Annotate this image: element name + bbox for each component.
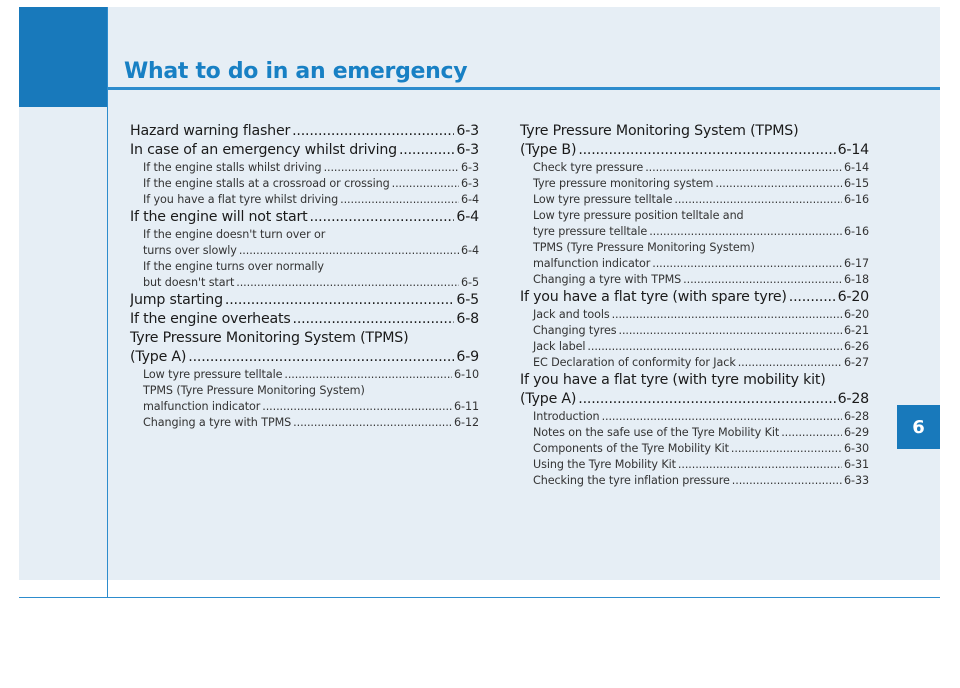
toc-subentry-checking-pressure[interactable]: Checking the tyre inflation pressure ..... 6-33 <box>520 473 869 489</box>
toc-subentry-stalls-driving[interactable]: If the engine stalls whilst driving ..... 6-3 <box>130 160 479 176</box>
toc-entry-jump-starting[interactable]: Jump starting ..... 6-5 <box>130 291 479 310</box>
toc-subentry-turns-normal-line2[interactable]: but doesn't start ..... 6-5 <box>130 275 479 291</box>
toc-subentry-safe-use-notes[interactable]: Notes on the safe use of the Tyre Mobility Kit ..... 6-29 <box>520 425 869 441</box>
toc-subentry-stalls-crossroad[interactable]: If the engine stalls at a crossroad or crossing ..... 6-3 <box>130 176 479 192</box>
toc-entry-hazard[interactable]: Hazard warning flasher ..... 6-3 <box>130 122 479 141</box>
toc-entry-mobility-kit-line1[interactable]: If you have a flat tyre (with tyre mobility kit) <box>520 372 826 388</box>
toc-subentry-malfunction-b-line2[interactable]: malfunction indicator ..... 6-17 <box>520 256 869 272</box>
toc-entry-spare-tyre[interactable]: If you have a flat tyre (with spare tyre) ..... 6-20 <box>520 288 869 307</box>
toc-subentry-malfunction-b-line1[interactable]: TPMS (Tyre Pressure Monitoring System) <box>533 241 755 254</box>
toc-subentry-kit-components[interactable]: Components of the Tyre Mobility Kit ..... 6-30 <box>520 441 869 457</box>
toc-entry-overheats[interactable]: If the engine overheats ..... 6-8 <box>130 310 479 329</box>
toc-subentry-no-turn-line2[interactable]: turns over slowly ..... 6-4 <box>130 243 479 259</box>
chapter-tab[interactable] <box>897 405 940 449</box>
toc-subentry-position-line1[interactable]: Low tyre pressure position telltale and <box>533 209 744 222</box>
toc-subentry-ec-declaration[interactable]: EC Declaration of conformity for Jack ..... 6-27 <box>520 355 869 371</box>
page-title: What to do in an emergency <box>124 59 468 84</box>
toc-entry-tpms-a-line1[interactable]: Tyre Pressure Monitoring System (TPMS) <box>130 330 409 346</box>
toc-subentry-jack-tools[interactable]: Jack and tools ..... 6-20 <box>520 307 869 323</box>
toc-entry-mobility-kit-line2[interactable]: (Type A) ..... 6-28 <box>520 390 869 409</box>
toc-subentry-check-pressure[interactable]: Check tyre pressure ..... 6-14 <box>520 160 869 176</box>
toc-subentry-jack-label[interactable]: Jack label ..... 6-26 <box>520 339 869 355</box>
toc-subentry-low-telltale[interactable]: Low tyre pressure telltale ..... 6-10 <box>130 367 479 383</box>
toc-left-column <box>130 122 479 431</box>
toc-subentry-flat-whilst-driving[interactable]: If you have a flat tyre whilst driving ..... 6-4 <box>130 192 479 208</box>
bottom-rule <box>19 597 940 598</box>
toc-subentry-position-line2[interactable]: tyre pressure telltale ..... 6-16 <box>520 224 869 240</box>
toc-subentry-no-turn-line1[interactable]: If the engine doesn't turn over or <box>143 228 326 241</box>
toc-subentry-introduction[interactable]: Introduction ..... 6-28 <box>520 409 869 425</box>
toc-entry-tpms-a-line2[interactable]: (Type A) ..... 6-9 <box>130 348 479 367</box>
toc-entry-not-start[interactable]: If the engine will not start ..... 6-4 <box>130 208 479 227</box>
toc-subentry-changing-tpms[interactable]: Changing a tyre with TPMS ..... 6-12 <box>130 415 479 431</box>
toc-entry-emergency[interactable]: In case of an emergency whilst driving ..... 6-3 <box>130 141 479 160</box>
chapter-tab-number: 6 <box>912 416 925 438</box>
toc-right-column <box>520 122 869 489</box>
toc-entry-tpms-b-line1[interactable]: Tyre Pressure Monitoring System (TPMS) <box>520 123 799 139</box>
header-color-block <box>19 7 107 107</box>
title-underline <box>107 87 940 90</box>
toc-subentry-malfunction-line2[interactable]: malfunction indicator ..... 6-11 <box>130 399 479 415</box>
toc-entry-tpms-b-line2[interactable]: (Type B) ..... 6-14 <box>520 141 869 160</box>
toc-subentry-changing-tpms-b[interactable]: Changing a tyre with TPMS ..... 6-18 <box>520 272 869 288</box>
toc-subentry-low-telltale-b[interactable]: Low tyre pressure telltale ..... 6-16 <box>520 192 869 208</box>
toc-subentry-malfunction-line1[interactable]: TPMS (Tyre Pressure Monitoring System) <box>143 384 365 397</box>
toc-subentry-turns-normal-line1[interactable]: If the engine turns over normally <box>143 260 324 273</box>
toc-subentry-using-kit[interactable]: Using the Tyre Mobility Kit ..... 6-31 <box>520 457 869 473</box>
vertical-rule <box>107 7 108 597</box>
toc-subentry-changing-tyres[interactable]: Changing tyres ..... 6-21 <box>520 323 869 339</box>
toc-subentry-monitoring-system[interactable]: Tyre pressure monitoring system ..... 6-15 <box>520 176 869 192</box>
